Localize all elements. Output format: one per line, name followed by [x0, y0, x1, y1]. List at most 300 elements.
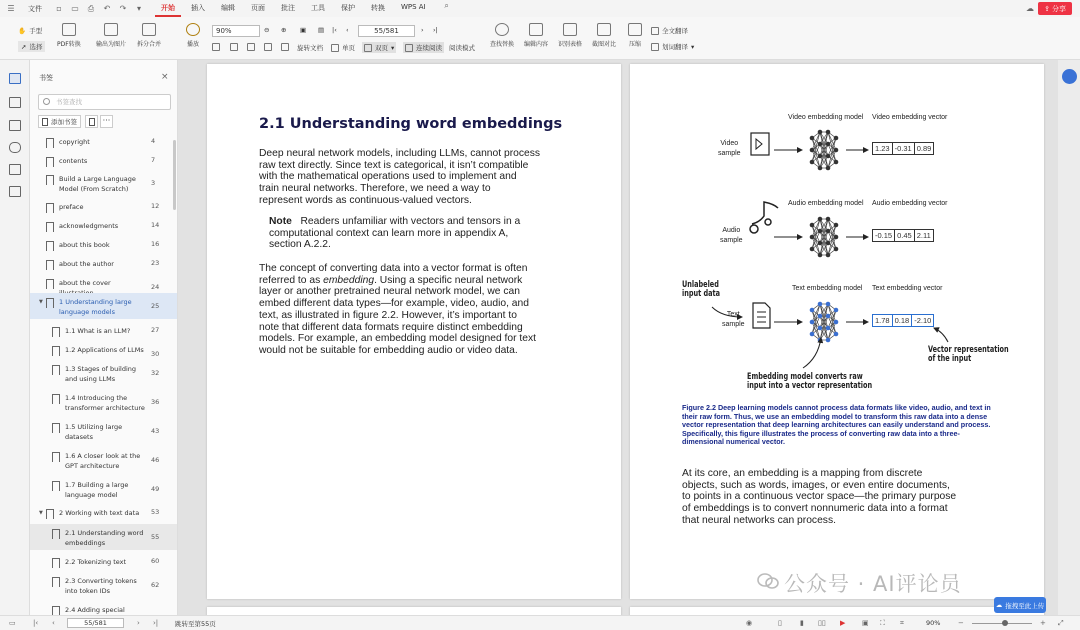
actual-size-icon [212, 43, 220, 51]
video-sample-label [718, 139, 741, 159]
bookmark-item[interactable] [30, 601, 178, 615]
side-icon-strip [0, 60, 30, 615]
document-view[interactable] [178, 60, 1058, 615]
export-image-label: 输出为图片 [96, 41, 127, 48]
bookmark-label: 1.6 A closer look at the GPT architecture [65, 452, 141, 470]
add-bookmark-button[interactable] [38, 115, 81, 128]
bookmark-flag-icon [46, 203, 54, 213]
bookmark-label: 1.3 Stages of building and using LLMs [65, 365, 137, 383]
zoom-in-icon[interactable]: ⊕ [281, 26, 287, 34]
bookmark-label: acknowledgments [59, 222, 119, 230]
bookmark-label: contents [59, 157, 88, 165]
text-line: with the mathematical operations used to implement and [259, 171, 517, 183]
word-translate-icon [651, 43, 659, 51]
bookmark-page-number: 4 [151, 137, 156, 145]
bookmark-label: about this book [59, 241, 110, 249]
video-vector [872, 142, 934, 155]
double-page-button[interactable] [362, 42, 396, 53]
double-page-icon [364, 44, 372, 52]
note-line: computational context can learn more in appendix A, [269, 227, 509, 239]
play-icon[interactable]: ▶ [840, 619, 846, 627]
first-page-icon[interactable]: |‹ [33, 619, 39, 627]
bookmark-page-number: 25 [151, 302, 160, 310]
bookmark-flag-icon [52, 529, 60, 539]
bookmark-flag-icon [52, 452, 60, 462]
signature-icon[interactable] [9, 164, 21, 175]
bookmark-flag-icon [46, 279, 54, 289]
text-line: of embeddings is to convert nonnumeric data into a format [682, 503, 948, 515]
bookmark-item[interactable] [30, 389, 178, 415]
file-menu[interactable]: 文件 [28, 4, 42, 13]
print-icon[interactable]: ⎙ [87, 3, 95, 13]
drag-upload-label: 拖拽至此上传 [1005, 601, 1045, 610]
crop-icon [247, 43, 255, 51]
hand-tool-button[interactable] [18, 26, 42, 35]
bookmark-flag-icon [52, 577, 60, 587]
tab-protect[interactable]: 保护 [341, 4, 355, 12]
play-icon [186, 23, 200, 36]
text-span: would not be suitable for embedding audio or video data. [259, 344, 518, 356]
add-bookmark-label: 添加书签 [51, 118, 77, 126]
single-page-icon [331, 44, 339, 52]
text-span: . Using a specific neural network [374, 274, 523, 286]
bookmark-item[interactable] [30, 170, 178, 196]
translate-icon [651, 27, 659, 35]
recognize-table-button[interactable] [558, 23, 582, 48]
text-sample-label [722, 310, 745, 330]
bookmark-flag-icon [46, 157, 54, 167]
text-line [259, 286, 589, 298]
bookmark-flag-icon [52, 327, 60, 337]
goto-page-text: 跳转至第55页 [175, 620, 216, 628]
bookmark-label: 2.1 Understanding word embeddings [65, 529, 144, 547]
table-icon [563, 23, 577, 36]
search-icon[interactable]: ⌕ [444, 1, 449, 10]
hand-label: 手型 [29, 27, 43, 35]
fit-icon[interactable]: ▣ [862, 619, 869, 627]
dropdown-icon[interactable]: ▾ [136, 4, 141, 13]
bookmark-flag-icon [52, 346, 60, 356]
bookmark-page-number: 55 [151, 533, 160, 541]
bookmark-flag-icon [46, 175, 54, 185]
bookmark-page-number: 3 [151, 179, 156, 187]
expand-arrow-icon[interactable]: ▼ [39, 510, 43, 516]
text-line: represent words as continuous-valued vectors. [259, 194, 472, 206]
zoom-slider[interactable] [972, 623, 1032, 624]
screenshot-icon [597, 23, 611, 36]
menu-bar [0, 0, 1080, 17]
annotation-line: of the input [928, 354, 972, 364]
select-tool-button[interactable] [18, 41, 45, 52]
bookmark-page-number: 32 [151, 369, 160, 377]
text-line: raw text directly. Since text is categorical, it isn’t compatible [259, 159, 529, 171]
neural-network-icon [810, 302, 839, 343]
continuous-label: 连续阅读 [416, 44, 442, 52]
text-line [259, 322, 589, 334]
chevron-down-icon: ▾ [691, 42, 695, 51]
trash-icon [89, 118, 95, 126]
play-label: 播放 [186, 41, 199, 48]
zoom-select[interactable]: 90% [212, 25, 260, 37]
bookmark-item[interactable] [30, 198, 178, 215]
split-merge-icon [142, 23, 156, 36]
embedding-converts-annotation [747, 373, 872, 391]
bookmark-flag-icon [46, 222, 54, 232]
text-span: models. For example, an embedding model designed for text [259, 333, 537, 345]
bookmark-page-number: 49 [151, 485, 160, 493]
read-mode-label: 阅读模式 [449, 44, 475, 52]
rotate-right-button[interactable] [281, 43, 289, 51]
fit-page-icon[interactable]: ▣ [300, 26, 307, 34]
neural-network-icon [810, 130, 839, 171]
bookmark-label: 1.5 Utilizing large datasets [65, 423, 123, 441]
next-page-icon[interactable]: › [421, 26, 424, 34]
drag-upload-button[interactable] [994, 597, 1046, 613]
fit-width-icon[interactable]: ▤ [318, 26, 325, 34]
audio-sample-label [720, 226, 743, 246]
fullscreen-icon[interactable]: ⛶ [880, 619, 885, 627]
text-vector [872, 314, 934, 327]
find-replace-label: 查找替换 [490, 41, 515, 48]
note-label: Note [269, 216, 292, 227]
text-span: embed different data types—for example, video, audio, and [259, 298, 529, 310]
recognize-table-label: 识别表格 [558, 41, 583, 48]
bookmark-label: 2.3 Converting tokens into token IDs [65, 577, 137, 595]
watermark-text: 公众号 · AI评论员 [784, 572, 962, 596]
bookmark-page-number: 12 [151, 202, 160, 210]
find-replace-button[interactable] [490, 23, 514, 48]
ellipsis-icon: ··· [102, 116, 111, 125]
text-model-label: Text embedding model [792, 285, 863, 292]
zoom-out-icon[interactable]: ⊖ [264, 26, 270, 34]
vector-representation-annotation [928, 346, 1009, 364]
zoom-level[interactable]: 90% [926, 619, 941, 627]
bookmark-label: 2 Working with text data [59, 509, 140, 517]
bookmark-page-number: 46 [151, 456, 160, 464]
word-translate-label: 划词翻译 [662, 43, 688, 51]
tab-wps-ai[interactable]: WPS AI [401, 3, 426, 11]
bookmark-label: 1.1 What is an LLM? [65, 327, 131, 335]
edit-icon [529, 23, 543, 36]
bookmark-flag-icon [52, 606, 60, 615]
bookmark-page-number: 7 [151, 156, 156, 164]
select-label: 选择 [29, 43, 43, 51]
text-sample-line2: sample [722, 321, 745, 328]
text-span: text, as illustrated in figure 2.2. However, it’s important to [259, 309, 517, 321]
bookmark-item[interactable] [30, 322, 178, 339]
image-icon [104, 23, 118, 36]
search-placeholder: 书签查找 [56, 98, 82, 106]
panel-title: 书签 [39, 74, 53, 82]
cloud-icon[interactable]: ☁ [1026, 3, 1034, 13]
audio-vector [872, 229, 934, 242]
expand-arrow-icon[interactable]: ▼ [39, 299, 43, 305]
fit-icon [230, 43, 238, 51]
fit-button[interactable] [230, 43, 238, 51]
comment-icon[interactable] [9, 120, 21, 131]
next-page-icon[interactable]: › [137, 619, 140, 627]
rotate-doc-button[interactable] [297, 43, 323, 52]
unlabeled-input-annotation [682, 281, 720, 299]
menu-icon[interactable]: ☰ [7, 4, 15, 13]
vector-cell: 1.78 [873, 315, 893, 326]
last-page-icon[interactable]: ›| [433, 26, 438, 34]
bookmark-icon[interactable] [9, 73, 21, 84]
bookmark-page-number: 16 [151, 240, 160, 248]
pdf-convert-icon [62, 23, 76, 36]
annotation-line: Vector representation [928, 345, 1009, 355]
tab-page[interactable]: 页面 [251, 4, 265, 12]
continuous-read-button[interactable] [403, 42, 444, 53]
edit-content-label: 编辑内容 [524, 41, 549, 48]
neural-network-icon [810, 217, 839, 258]
bookmark-page-number: 27 [151, 326, 160, 334]
cursor-icon: ➚ [21, 42, 27, 51]
video-sample-line2: sample [718, 150, 741, 157]
vector-cell: 0.45 [895, 230, 915, 241]
open-icon[interactable]: ▭ [71, 4, 79, 13]
save-icon[interactable]: ▫ [56, 4, 62, 13]
close-icon[interactable]: × [161, 72, 169, 82]
wechat-logo-icon [757, 572, 779, 590]
add-bookmark-icon [42, 118, 48, 126]
prev-page-icon[interactable]: ‹ [52, 619, 55, 627]
bookmark-panel [30, 60, 178, 615]
bookmark-item[interactable] [30, 524, 178, 550]
text-line: Deep neural network models, including LLMs, cannot process [259, 148, 541, 159]
first-page-icon[interactable]: |‹ [332, 26, 337, 34]
zoom-in-icon[interactable]: + [1040, 619, 1046, 627]
search-icon [43, 98, 50, 105]
video-model-label: Video embedding model [788, 114, 864, 121]
text-span: layer or another pretrained neural network model, we can [259, 286, 520, 298]
redo-icon[interactable]: ↷ [119, 4, 127, 13]
right-side-panel [1058, 60, 1080, 615]
bookmark-flag-icon [46, 298, 54, 308]
video-vector-label: Video embedding vector [872, 114, 948, 121]
pdf-convert-label: PDF转换 [57, 41, 81, 48]
bookmark-item[interactable] [30, 476, 178, 502]
note-line: section A.2.2. [269, 239, 331, 251]
bookmark-page-number: 24 [151, 283, 160, 291]
bookmark-label: preface [59, 203, 84, 211]
attachment-icon[interactable] [9, 142, 21, 153]
vector-cell: 2.11 [916, 231, 931, 240]
status-page-field[interactable]: 55/581 [67, 618, 124, 628]
status-bar [0, 615, 1080, 630]
edit-content-button[interactable] [524, 23, 548, 48]
bookmark-item[interactable] [30, 255, 178, 272]
bookmark-label: 1.7 Building a large language model [65, 481, 129, 499]
rotate-right-icon [281, 43, 289, 51]
share-button[interactable] [1038, 2, 1072, 15]
find-icon [495, 23, 509, 36]
layers-icon[interactable] [9, 186, 21, 197]
bookmark-flag-icon [46, 260, 54, 270]
delete-bookmark-button[interactable] [85, 115, 98, 128]
emphasis-term: embedding [323, 274, 375, 286]
bookmark-label: 2.4 Adding special [65, 606, 125, 614]
single-view-icon[interactable]: ▯ [778, 619, 782, 627]
text-vector-label: Text embedding vector [872, 285, 943, 292]
vector-cell: -0.31 [893, 143, 915, 154]
double-view-icon[interactable]: ▯▯ [818, 619, 826, 627]
compress-icon [628, 23, 642, 36]
text-line [259, 298, 589, 310]
bookmark-label: 1.2 Applications of LLMs [65, 346, 144, 354]
audio-sample-line1: Audio [722, 227, 741, 234]
screenshot-compare-label: 截图对比 [592, 41, 617, 48]
prev-page-icon[interactable]: ‹ [346, 26, 349, 34]
text-span: note that different data formats require distinct embedding [259, 321, 523, 333]
bookmark-label: copyright [59, 138, 90, 146]
chevron-down-icon: ▾ [391, 43, 395, 52]
continuous-view-icon[interactable]: ▮ [800, 619, 804, 627]
text-line: to points in a continuous vector space—the primary purpose [682, 491, 957, 503]
rotate-left-icon [264, 43, 272, 51]
bookmark-item[interactable] [30, 418, 178, 444]
bookmark-item[interactable] [30, 572, 178, 598]
read-mode-button[interactable] [449, 43, 475, 52]
bookmark-item[interactable] [30, 133, 178, 150]
bookmark-item[interactable] [30, 360, 178, 386]
figure-caption: Figure 2.2 Deep learning models cannot process data formats like video, audio, and text in their raw form. Thus, we use an embedding model to transform this raw data into a dense vector representation that deep learning architectures can easily understand and process. Specifically, this figure illustrates the process of converting raw data into a three-dimensional numerical vector. [682, 403, 991, 446]
bookmark-page-number: 60 [151, 557, 160, 565]
video-file-icon [751, 133, 769, 155]
assistant-icon[interactable] [1062, 69, 1077, 84]
actual-size-button[interactable] [212, 43, 220, 51]
single-page-label: 单页 [342, 44, 355, 52]
last-page-icon[interactable]: ›| [153, 619, 159, 627]
bookmark-item[interactable] [30, 293, 178, 319]
bookmark-flag-icon [52, 423, 60, 433]
page-number-field[interactable]: 55/581 [358, 25, 415, 37]
bookmark-page-number: 53 [151, 508, 160, 516]
bookmark-flag-icon [46, 138, 54, 148]
full-translate-button[interactable] [651, 26, 688, 35]
bookmark-page-number: 14 [151, 221, 160, 229]
bookmark-flag-icon [52, 365, 60, 375]
eye-icon[interactable]: ◉ [746, 619, 753, 627]
share-label: 分享 [1052, 4, 1066, 13]
text-line: objects, such as words, images, or even entire documents, [682, 479, 950, 491]
tab-edit[interactable]: 编辑 [221, 4, 235, 12]
bookmark-search-input[interactable] [38, 94, 171, 110]
tab-comment[interactable]: 批注 [281, 4, 295, 12]
compress-label: 压缩 [628, 41, 641, 48]
annotation-line: Embedding model converts raw [747, 372, 863, 382]
text-span: referred to as [259, 274, 324, 286]
thumbnail-icon[interactable] [9, 97, 21, 108]
crop-button[interactable] [247, 43, 255, 51]
bookmark-label: 1.4 Introducing the transformer architecture [65, 394, 145, 412]
bookmark-flag-icon [46, 241, 54, 251]
bookmark-label: Build a Large Language Model (From Scratch) [59, 175, 136, 193]
fullscreen-toggle-icon[interactable]: ⤢ [1058, 619, 1064, 627]
export-image-button[interactable] [96, 23, 126, 48]
pdf-page-right [630, 64, 1044, 599]
bookmark-flag-icon [46, 509, 54, 519]
rotate-left-button[interactable] [264, 43, 272, 51]
bookmark-label: about the cover [59, 279, 111, 287]
bookmark-item[interactable] [30, 217, 178, 234]
split-merge-button[interactable] [137, 23, 161, 48]
crop-icon[interactable]: ⌗ [900, 619, 904, 627]
zoom-slider-handle[interactable] [1002, 620, 1008, 626]
paragraph-1 [259, 148, 589, 207]
vector-cell: -0.15 [873, 230, 895, 241]
bookmark-item[interactable] [30, 447, 178, 473]
bookmark-page-number: 36 [151, 398, 160, 406]
word-translate-button[interactable] [651, 42, 694, 51]
annotation-line: Unlabeled [682, 280, 719, 290]
bookmark-label: 2.2 Tokenizing text [65, 558, 127, 566]
audio-model-label: Audio embedding model [788, 200, 864, 207]
pdf-page-left [207, 64, 621, 599]
undo-icon[interactable]: ↶ [103, 4, 111, 13]
bookmark-item[interactable] [30, 553, 178, 570]
text-line [259, 310, 589, 322]
vector-cell: 0.18 [893, 315, 913, 326]
note-block [269, 216, 599, 251]
bookmark-flag-icon [52, 481, 60, 491]
bookmark-page-number: 43 [151, 427, 160, 435]
video-sample-line1: Video [720, 140, 739, 147]
play-button[interactable] [186, 23, 200, 48]
rotate-doc-label: 旋转文档 [297, 44, 323, 52]
compress-button[interactable] [628, 23, 642, 48]
hand-icon: ✋ [18, 26, 27, 35]
vector-cell: 1.23 [873, 143, 893, 154]
bookmark-label: about the author [59, 260, 114, 268]
tab-start[interactable]: 开始 [155, 1, 181, 17]
tab-tools[interactable]: 工具 [311, 4, 325, 12]
text-line: At its core, an embedding is a mapping from discrete [682, 468, 923, 479]
paragraph-3 [682, 468, 1012, 527]
bookmark-item[interactable] [30, 152, 178, 169]
vector-cell: 0.89 [916, 144, 932, 153]
audio-vector-label: Audio embedding vector [872, 200, 948, 207]
screenshot-compare-button[interactable] [592, 23, 616, 48]
bookmark-page-number: 62 [151, 581, 160, 589]
bookmark-item[interactable] [30, 236, 178, 253]
full-translate-label: 全文翻译 [662, 27, 688, 35]
more-options-button[interactable] [100, 115, 113, 128]
zoom-out-icon[interactable]: − [958, 619, 964, 627]
pdf-convert-button[interactable] [57, 23, 81, 48]
text-span: The concept of converting data into a vector format is often [259, 263, 528, 274]
continuous-icon [405, 44, 413, 52]
double-page-label: 双页 [375, 44, 388, 52]
panel-toggle-icon[interactable]: ▭ [9, 619, 16, 627]
text-line: train neural networks. Therefore, we need a way to [259, 183, 491, 195]
cloud-upload-icon: ☁ [995, 601, 1003, 609]
pdf-page-next-left [207, 607, 621, 615]
ribbon-toolbar [0, 17, 1080, 60]
single-page-button[interactable] [331, 43, 355, 52]
tab-convert[interactable]: 转换 [371, 4, 385, 12]
bookmark-page-number: 23 [151, 259, 160, 267]
bookmark-label: 1 Understanding large language models [59, 298, 132, 316]
pdf-page-next-right [630, 607, 1044, 615]
text-sample-line1: Text [726, 311, 740, 318]
bookmark-item[interactable] [30, 504, 178, 521]
note-line [269, 216, 599, 228]
vector-cell: -2.10 [914, 316, 932, 325]
audio-sample-line2: sample [720, 237, 743, 244]
text-line [259, 275, 589, 287]
tab-insert[interactable]: 插入 [191, 4, 205, 12]
